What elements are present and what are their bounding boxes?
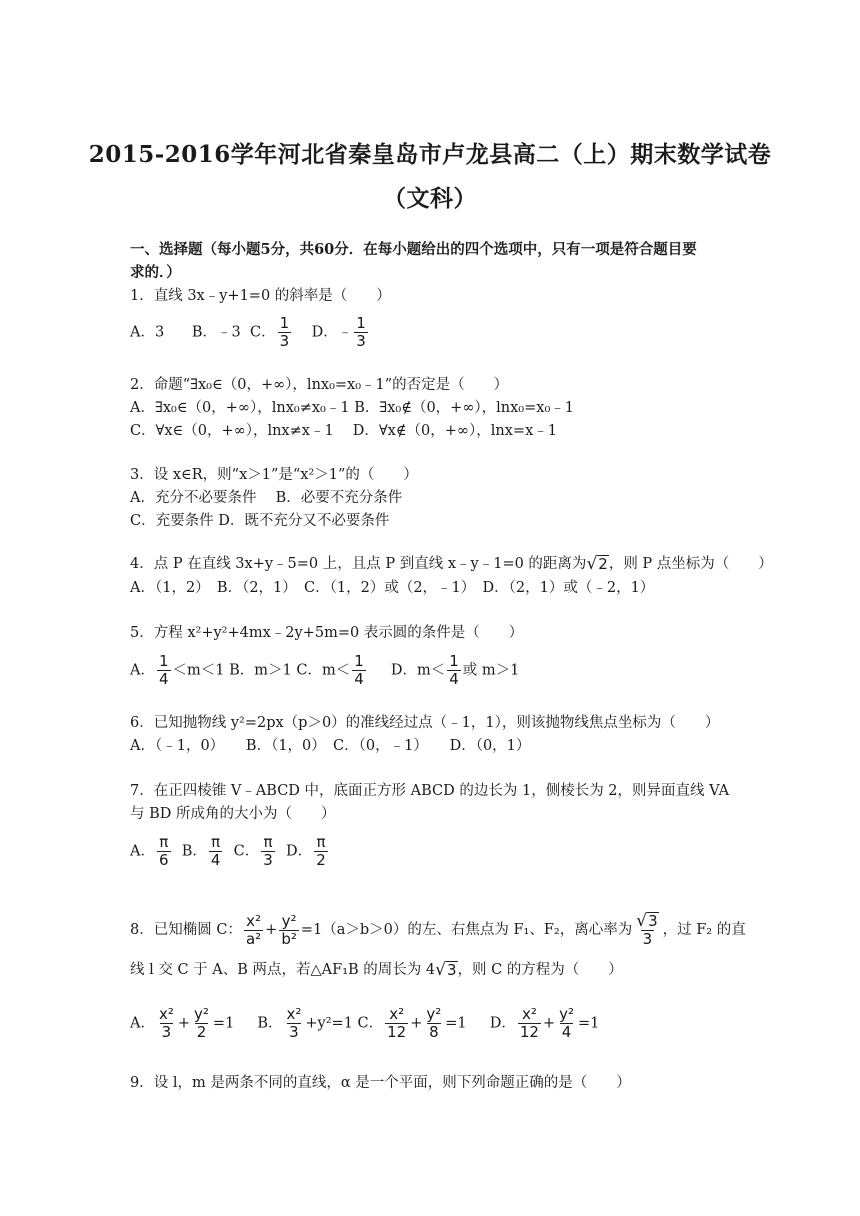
q1-d-fraction: $\frac{1}{3}$ (356, 314, 366, 350)
question-6-stem: 6．已知抛物线 y²=2px（p＞0）的准线经过点（﹣1，1），则该抛物线焦点坐标为（ ） (130, 715, 720, 731)
question-2-stem: 2．命题“∃x₀∈（0，+∞），lnx₀=x₀﹣1”的否定是（ ） (130, 377, 509, 393)
question-7-stem-cont: 与 BD 所成角的大小为（ ） (130, 806, 336, 822)
section-heading: 一、选择题（每小题5分，共60分．在每小题给出的四个选项中，只有一项是符合题目要 (130, 241, 697, 258)
question-3-stem: 3．设 x∈R，则“x＞1”是“x²＞1”的（ ） (130, 467, 418, 483)
q1-option-d: D．﹣ (311, 324, 353, 341)
section-heading-cont: 求的．） (130, 264, 181, 281)
q1-c-fraction: $\frac{1}{3}$ (279, 314, 290, 350)
question-8-stem: 8．已知椭圆 C： $\frac{\text{x²}}{\text{a²}}$ + $\frac{\text{y²}}{\text{b²}}$ =1（a＞b＞0）的左、右焦点为 F₁、F₂，离心率为 √ 3 3 ，过 F₂ 的直 (130, 911, 746, 948)
question-5-options: A． $\frac{1}{4}$ ＜m＜1 B．m＞1 C．m＜ $\frac{1}{4}$ D．m＜ $\frac{1}{4}$ 或 m＞1 (130, 652, 520, 688)
question-5-stem: 5．方程 x²+y²+4mx﹣2y+5m=0 表示圆的条件是（ ） (130, 625, 524, 641)
q1-option-a: A．3 (130, 324, 165, 341)
question-8-options: A． $\frac{\text{x²}}{3}$ + $\frac{\text{y²}}{2}$ =1 B． $\frac{\text{x²}}{3}$ +y²=1 C． $\frac{\text{x²}}{12}$ + $\frac{\text{y²}}{8}$ =1 D． $\frac{\text{x²}}{12}$ + $\frac{\text{y²}}{4}$ =1 (130, 1005, 600, 1041)
exam-subtitle: （文科） (383, 185, 477, 212)
question-1-options (130, 315, 370, 350)
q1-option-c: C． (249, 324, 276, 341)
question-2-options-cd: C．∀x∈（0，+∞），lnx≠x﹣1 D．∀x∉（0，+∞），lnx=x﹣1 (130, 423, 557, 439)
question-9-stem: 9．设 l，m 是两条不同的直线，α 是一个平面，则下列命题正确的是（ ） (130, 1075, 631, 1091)
question-6-options: A．（﹣1，0） B．（1，0） C．（0，﹣1） D．（0，1） (130, 738, 531, 754)
q4-sqrt: √ 2 (586, 554, 608, 574)
q1-option-b: B．﹣3 (191, 324, 241, 341)
question-4-options: A．（1，2） B．（2，1） C．（1，2）或（2，﹣1） D．（2，1）或（﹣2，1） (130, 580, 655, 596)
question-4-stem: 4．点 P 在直线 3x+y﹣5=0 上，且点 P 到直线 x﹣y﹣1=0 的距离为 √ 2 ，则 P 点坐标为（ ） (130, 554, 773, 574)
question-1-stem: 1．直线 3x﹣y+1=0 的斜率是（ ） (130, 288, 391, 304)
question-7-options: A． $\frac{\pi}{6}$ B． $\frac{\pi}{4}$ C． $\frac{\pi}{3}$ D． $\frac{\pi}{2}$ (130, 833, 326, 869)
question-3-options-ab: A．充分不必要条件 B．必要不充分条件 (130, 490, 403, 506)
question-7-stem: 7．在正四棱锥 V﹣ABCD 中，底面正方形 ABCD 的边长为 1，侧棱长为 2，则异面直线 VA (130, 783, 730, 799)
exam-title: 2015-2016学年河北省秦皇岛市卢龙县高二（上）期末数学试卷 (88, 141, 772, 168)
question-8-stem-cont: 线 l 交 C 于 A、B 两点，若△AF₁B 的周长为 4 √ 3 ，则 C 的方程为（ ） (130, 960, 623, 980)
question-3-options-cd: C．充要条件 D．既不充分又不必要条件 (130, 513, 390, 529)
question-2-options-ab: A．∃x₀∈（0，+∞），lnx₀≠x₀﹣1 B．∃x₀∉（0，+∞），lnx₀=x₀﹣1 (130, 400, 574, 416)
